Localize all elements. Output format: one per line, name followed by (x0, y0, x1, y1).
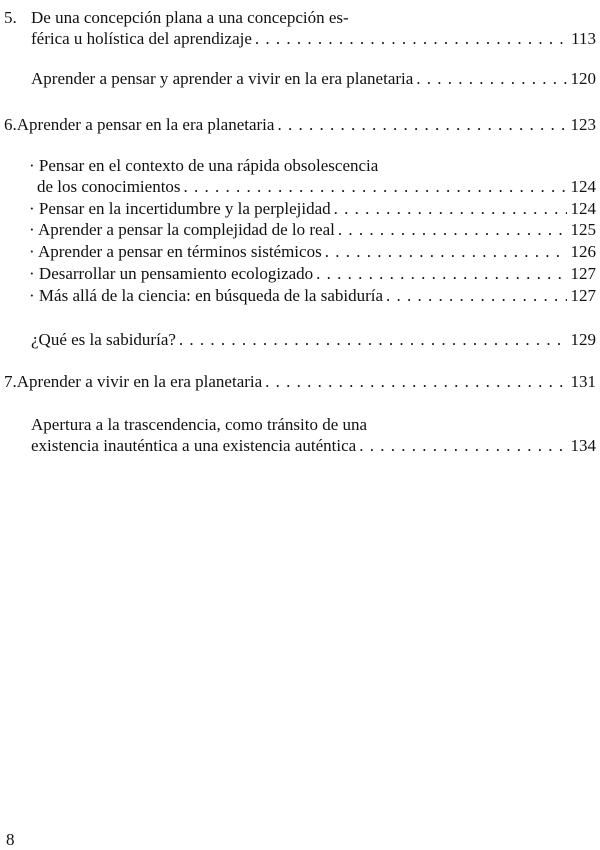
toc-entry-ch6 (4, 115, 596, 135)
page-number: 127 (570, 264, 596, 283)
page-number: 124 (570, 177, 596, 196)
entry-text: existencia inauténtica a una existencia auténtica (31, 436, 357, 455)
dot-leader (255, 29, 567, 49)
dot-leader (179, 330, 567, 350)
chapter-number: 6. (4, 115, 17, 134)
page-number: 124 (570, 199, 596, 218)
page-number: 131 (570, 372, 596, 391)
toc-bullet-6 (29, 286, 596, 306)
dot-leader (359, 436, 566, 456)
toc-bullet-3 (29, 220, 596, 240)
toc-entry-ch5-line1 (4, 8, 596, 28)
toc-bullet-1-line1 (29, 156, 596, 176)
entry-text: Aprender a pensar y aprender a vivir en la era planetaria (31, 69, 414, 88)
dot-leader (184, 177, 567, 197)
dot-leader (316, 264, 566, 284)
toc-bullet-1-line2 (37, 177, 596, 197)
toc-bullet-2 (29, 199, 596, 219)
entry-text: Apertura a la trascendencia, como tránsito de una (31, 415, 368, 434)
entry-text: férica u holística del aprendizaje (31, 29, 252, 48)
page-number: 129 (570, 330, 596, 349)
entry-text: Aprender a pensar en la era planetaria (16, 115, 275, 134)
toc-bullet-4 (29, 242, 596, 262)
chapter-number: 7. (4, 372, 17, 391)
dot-leader (265, 372, 566, 392)
entry-text: Aprender a vivir en la era planetaria (16, 372, 263, 391)
entry-text: · Más allá de la ciencia: en búsqueda de la sabiduría (29, 286, 384, 305)
entry-text: · Aprender a pensar la complejidad de lo real (29, 220, 335, 239)
page-number: 126 (570, 242, 596, 261)
toc-entry-ch7 (4, 372, 596, 392)
entry-text: · Aprender a pensar en términos sistémicos (29, 242, 322, 261)
entry-text: De una concepción plana a una concepción es- (31, 8, 349, 27)
dot-leader (277, 115, 566, 135)
entry-text: · Pensar en la incertidumbre y la perplejidad (29, 199, 331, 218)
dot-leader (338, 220, 567, 240)
dot-leader (334, 199, 567, 219)
page-number: 123 (570, 115, 596, 134)
toc-entry-sec-129 (31, 330, 596, 350)
page-number: 125 (570, 220, 596, 239)
toc-entry-ch5-line2 (31, 29, 596, 49)
chapter-number: 5. (4, 8, 17, 27)
page-number: 134 (570, 436, 596, 455)
entry-text: · Pensar en el contexto de una rápida obsolescencia (29, 156, 379, 175)
dot-leader (386, 286, 566, 306)
entry-text: de los conocimientos (37, 177, 181, 196)
page-number: 113 (571, 29, 596, 48)
dot-leader (325, 242, 567, 262)
page-number: 120 (570, 69, 596, 88)
dot-leader (416, 69, 566, 89)
toc-entry-sec-134-line1 (31, 415, 596, 435)
entry-text: · Desarrollar un pensamiento ecologizado (29, 264, 314, 283)
toc-entry-sec-134-line2 (31, 436, 596, 456)
toc-bullet-5 (29, 264, 596, 284)
page-number: 127 (570, 286, 596, 305)
entry-text: ¿Qué es la sabiduría? (31, 330, 176, 349)
page-folio: 8 (6, 830, 15, 849)
toc-entry-sec-120 (31, 69, 596, 89)
